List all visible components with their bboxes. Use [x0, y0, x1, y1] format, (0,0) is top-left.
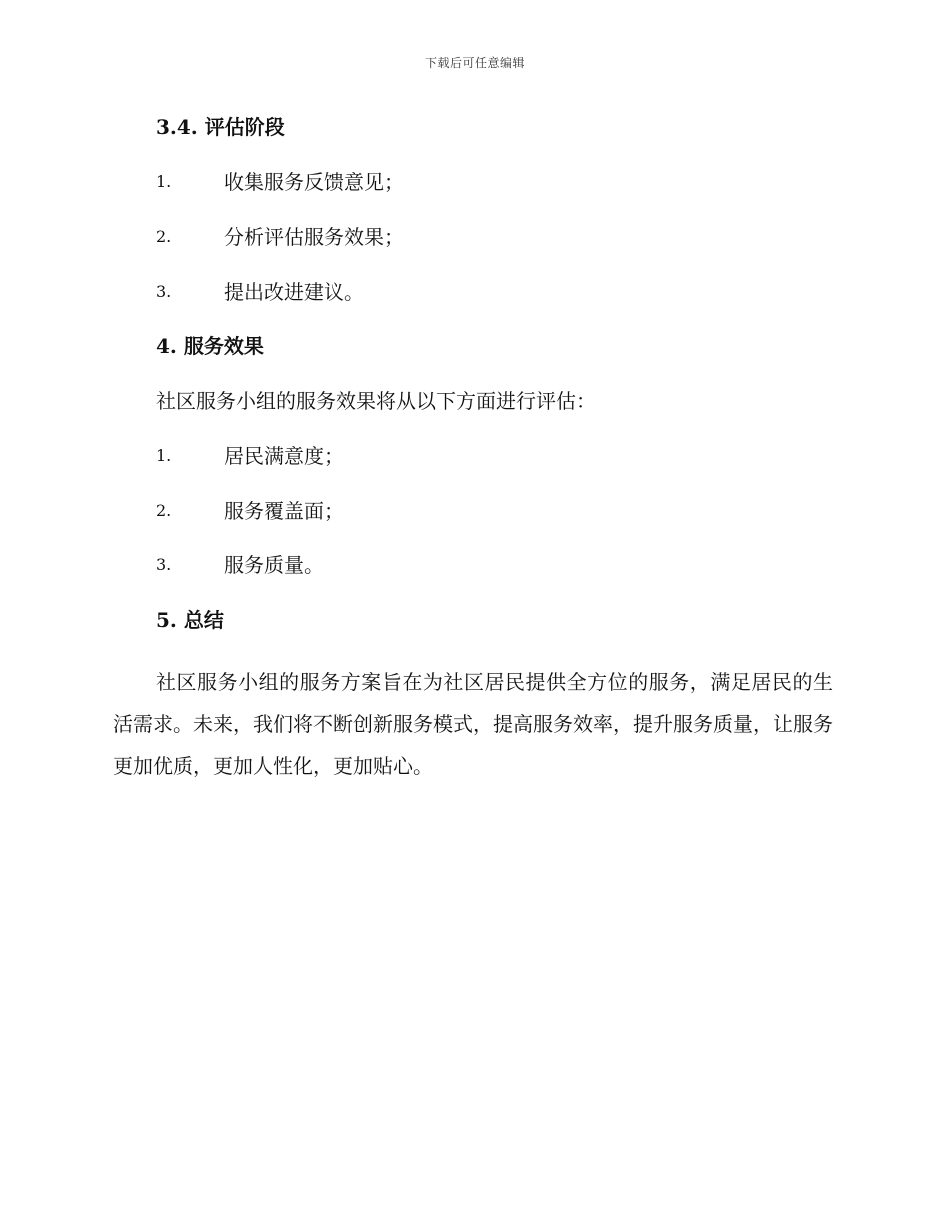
list-item-number: 3.	[156, 282, 172, 301]
section-heading-5: 5. 总结	[156, 608, 224, 632]
page-header: 下载后可任意编辑	[424, 56, 525, 70]
list-item	[156, 223, 404, 251]
list-item-text: 分析评估服务效果；	[224, 225, 404, 249]
section-heading-4: 4. 服务效果	[156, 334, 264, 358]
list-item-number: 2.	[156, 501, 172, 520]
list-item-number: 1.	[156, 446, 172, 465]
list-item-text: 收集服务反馈意见；	[224, 170, 404, 194]
section-intro: 社区服务小组的服务效果将从以下方面进行评估：	[156, 389, 596, 413]
list-item-text: 服务覆盖面；	[224, 499, 344, 523]
list-item-text: 服务质量。	[224, 553, 324, 577]
list-item	[156, 442, 344, 470]
list-item-number: 2.	[156, 227, 172, 246]
list-item	[156, 278, 364, 306]
list-item-text: 居民满意度；	[224, 444, 344, 468]
list-item	[156, 551, 324, 579]
summary-paragraph: 社区服务小组的服务方案旨在为社区居民提供全方位的服务，满足居民的生活需求。未来，我们将不断创新服务模式，提高服务效率，提升服务质量，让服务更加优质，更加人性化，更加贴心。	[113, 670, 833, 778]
list-item	[156, 497, 344, 525]
section-heading-3-4: 3.4. 评估阶段	[156, 115, 285, 139]
list-item-number: 3.	[156, 555, 172, 574]
list-item-number: 1.	[156, 172, 172, 191]
list-item-text: 提出改进建议。	[224, 280, 364, 304]
list-item	[156, 168, 404, 196]
